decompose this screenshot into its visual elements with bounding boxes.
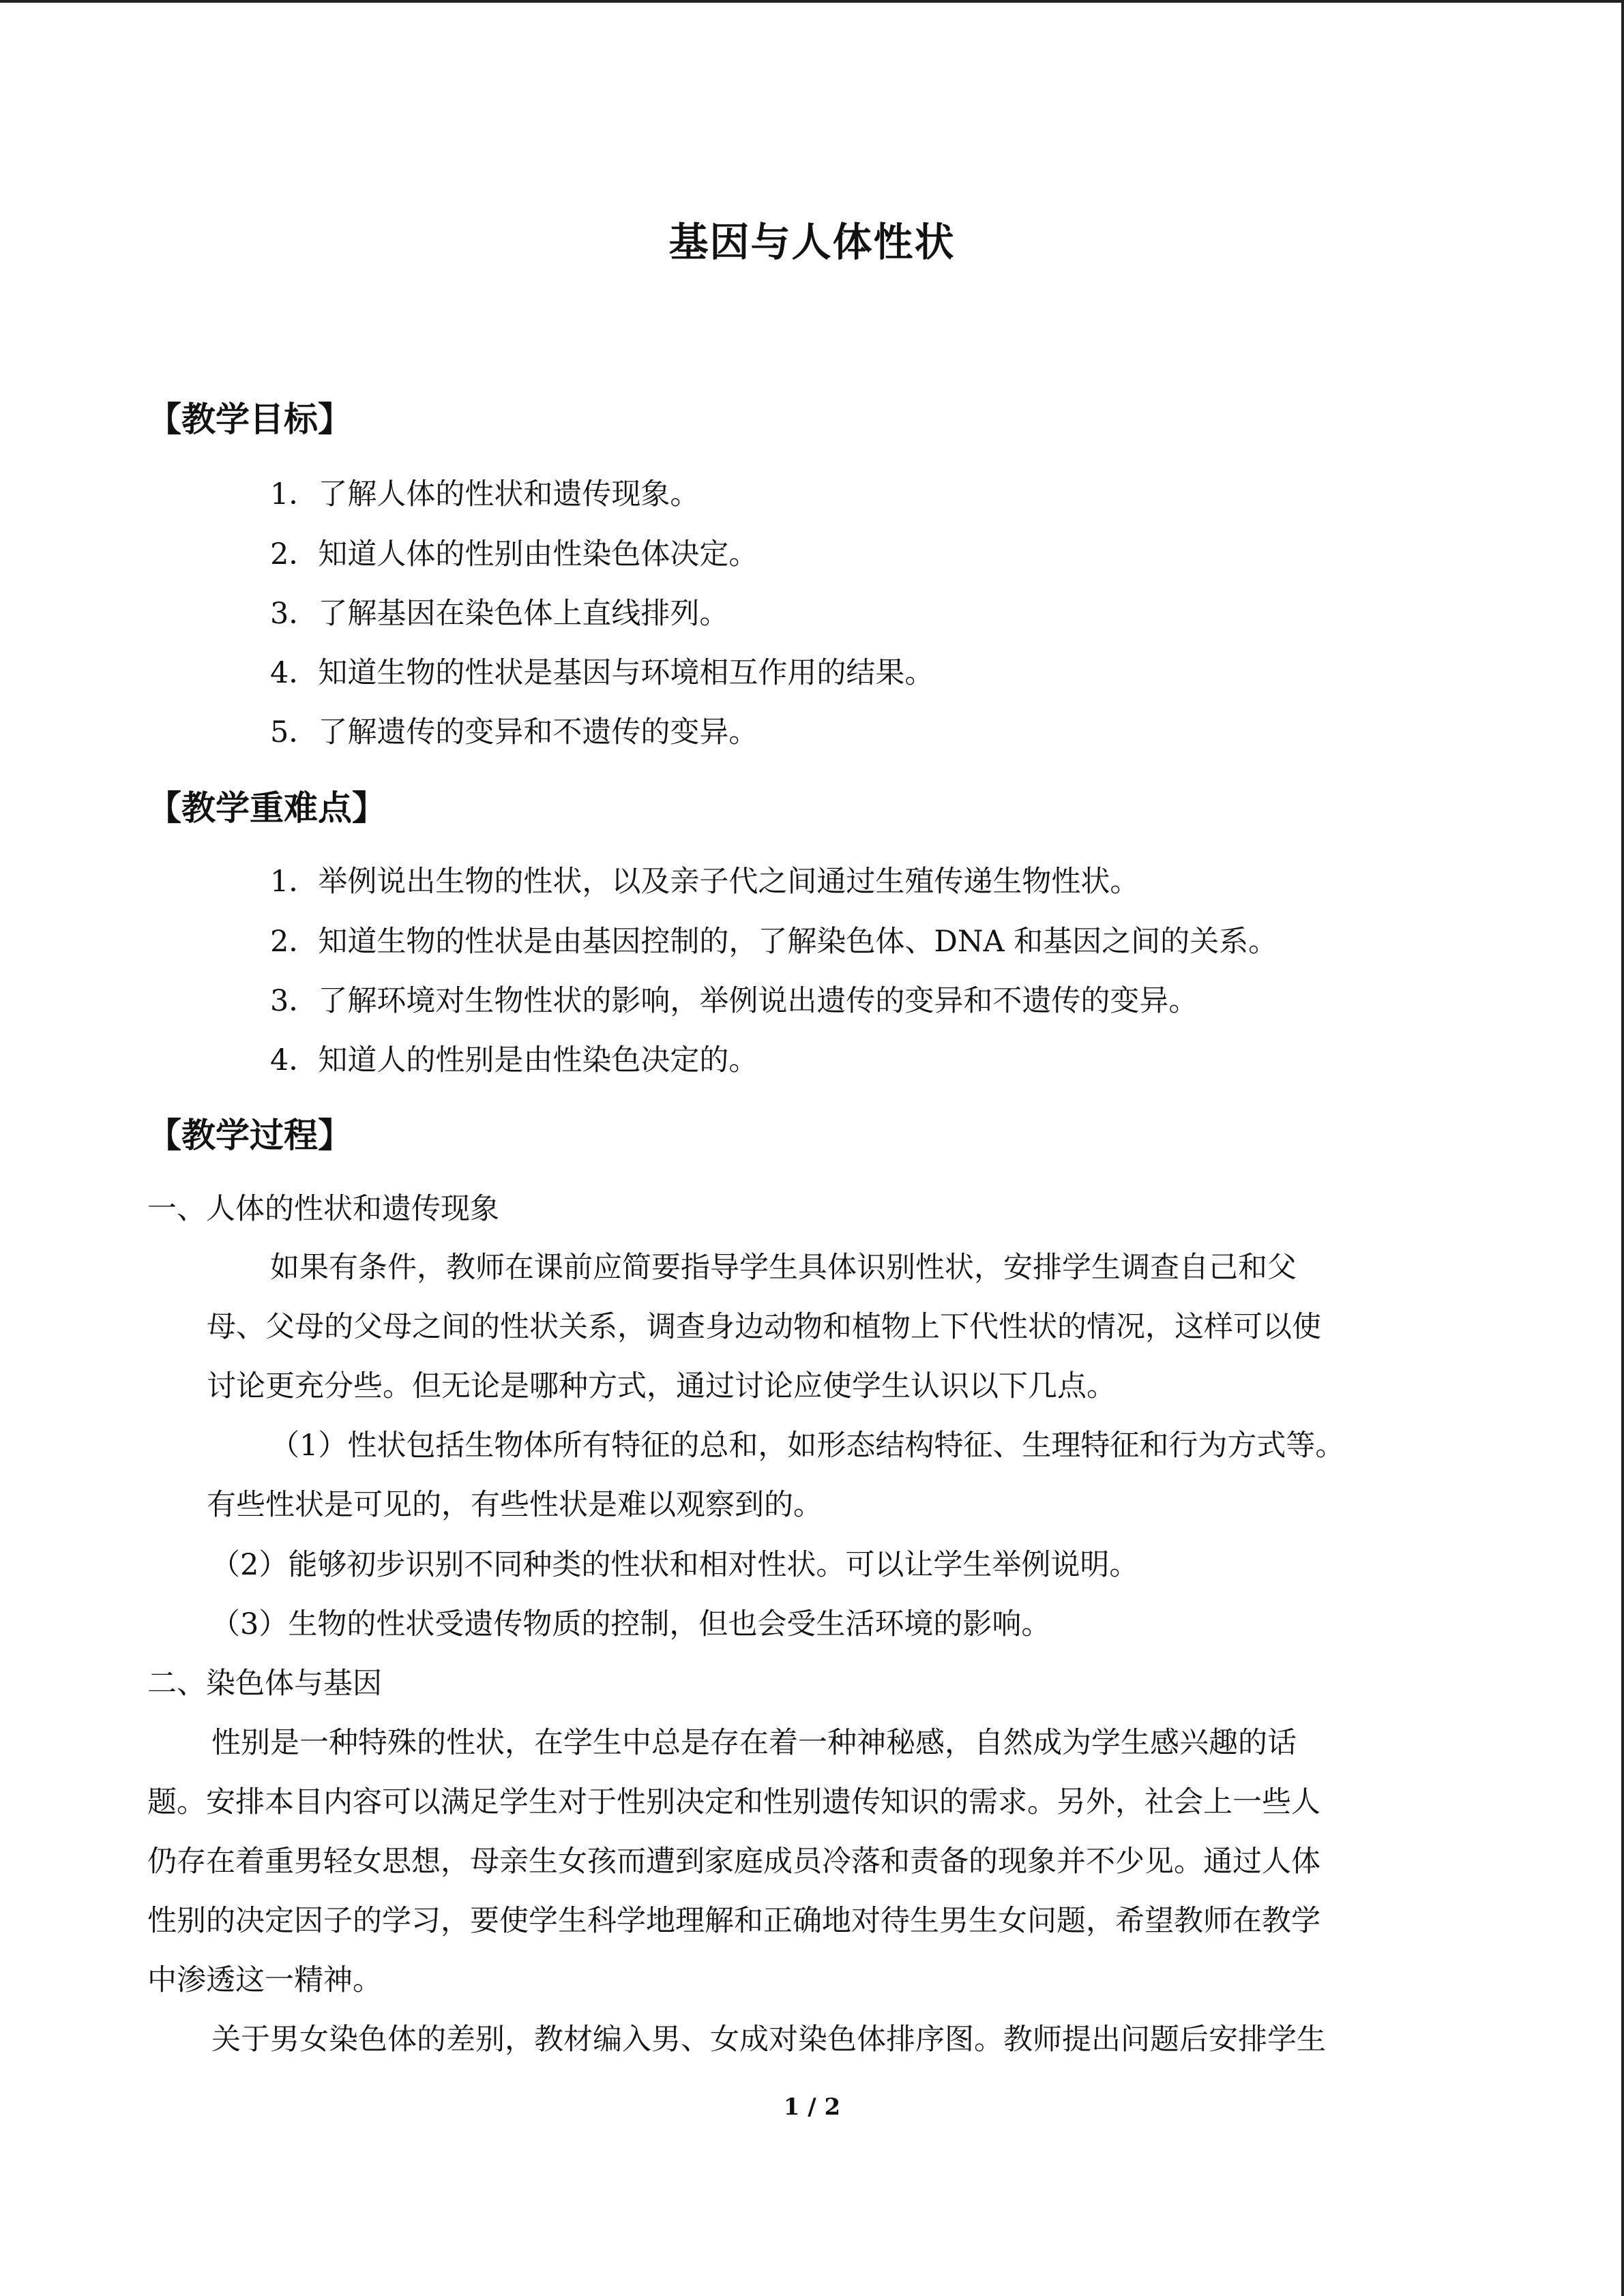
goal-item-4: 4．知道生物的性状是基因与环境相互作用的结果。: [270, 656, 934, 690]
part1-line-6: （2）能够初步识别不同种类的性状和相对性状。可以让学生举例说明。: [211, 1548, 1139, 1582]
part1-line-3: 讨论更充分些。但无论是哪种方式，通过讨论应使学生认识以下几点。: [207, 1369, 1116, 1403]
key-point-item-2: 2．知道生物的性状是由基因控制的，了解染色体、DNA 和基因之间的关系。: [270, 925, 1278, 959]
part1-title: 一、人体的性状和遗传现象: [147, 1192, 499, 1226]
page-border-right: [1621, 0, 1624, 2296]
process-heading: 【教学过程】: [147, 1115, 352, 1155]
part2-line-6: 关于男女染色体的差别，教材编入男、女成对染色体排序图。教师提出问题后安排学生: [211, 2023, 1326, 2057]
goal-item-5: 5．了解遗传的变异和不遗传的变异。: [270, 715, 758, 749]
goal-item-1: 1．了解人体的性状和遗传现象。: [270, 477, 700, 511]
page-title: 基因与人体性状: [668, 219, 956, 265]
key-point-item-4: 4．知道人的性别是由性染色决定的。: [270, 1043, 758, 1077]
key-points-heading: 【教学重难点】: [147, 788, 386, 828]
part2-line-2: 题。安排本目内容可以满足学生对于性别决定和性别遗传知识的需求。另外，社会上一些人: [147, 1785, 1320, 1819]
part1-line-1: 如果有条件，教师在课前应简要指导学生具体识别性状，安排学生调查自己和父: [270, 1251, 1297, 1285]
part2-title: 二、染色体与基因: [147, 1667, 382, 1701]
page-border-top: [0, 0, 1624, 3]
part2-line-5: 中渗透这一精神。: [147, 1963, 382, 1997]
part1-line-4: （1）性状包括生物体所有特征的总和，如形态结构特征、生理特征和行为方式等。: [270, 1429, 1345, 1463]
goal-item-3: 3．了解基因在染色体上直线排列。: [270, 597, 729, 631]
goal-item-2: 2．知道人体的性别由性染色体决定。: [270, 537, 758, 571]
page-number: 1 / 2: [783, 2093, 841, 2121]
part2-line-1: 性别是一种特殊的性状，在学生中总是存在着一种神秘感，自然成为学生感兴趣的话: [211, 1726, 1297, 1760]
key-point-item-3: 3．了解环境对生物性状的影响，举例说出遗传的变异和不遗传的变异。: [270, 984, 1198, 1018]
part1-line-2: 母、父母的父母之间的性状关系，调查身边动物和植物上下代性状的情况，这样可以使: [207, 1310, 1321, 1344]
part1-line-7: （3）生物的性状受遗传物质的控制，但也会受生活环境的影响。: [211, 1607, 1051, 1641]
key-point-item-1: 1．举例说出生物的性状，以及亲子代之间通过生殖传递生物性状。: [270, 865, 1140, 899]
part2-line-4: 性别的决定因子的学习，要使学生科学地理解和正确地对待生男生女问题，希望教师在教学: [147, 1904, 1320, 1938]
part1-line-5: 有些性状是可见的，有些性状是难以观察到的。: [207, 1488, 823, 1522]
goals-heading: 【教学目标】: [147, 399, 352, 439]
part2-line-3: 仍存在着重男轻女思想，母亲生女孩而遭到家庭成员冷落和责备的现象并不少见。通过人体: [147, 1845, 1320, 1879]
